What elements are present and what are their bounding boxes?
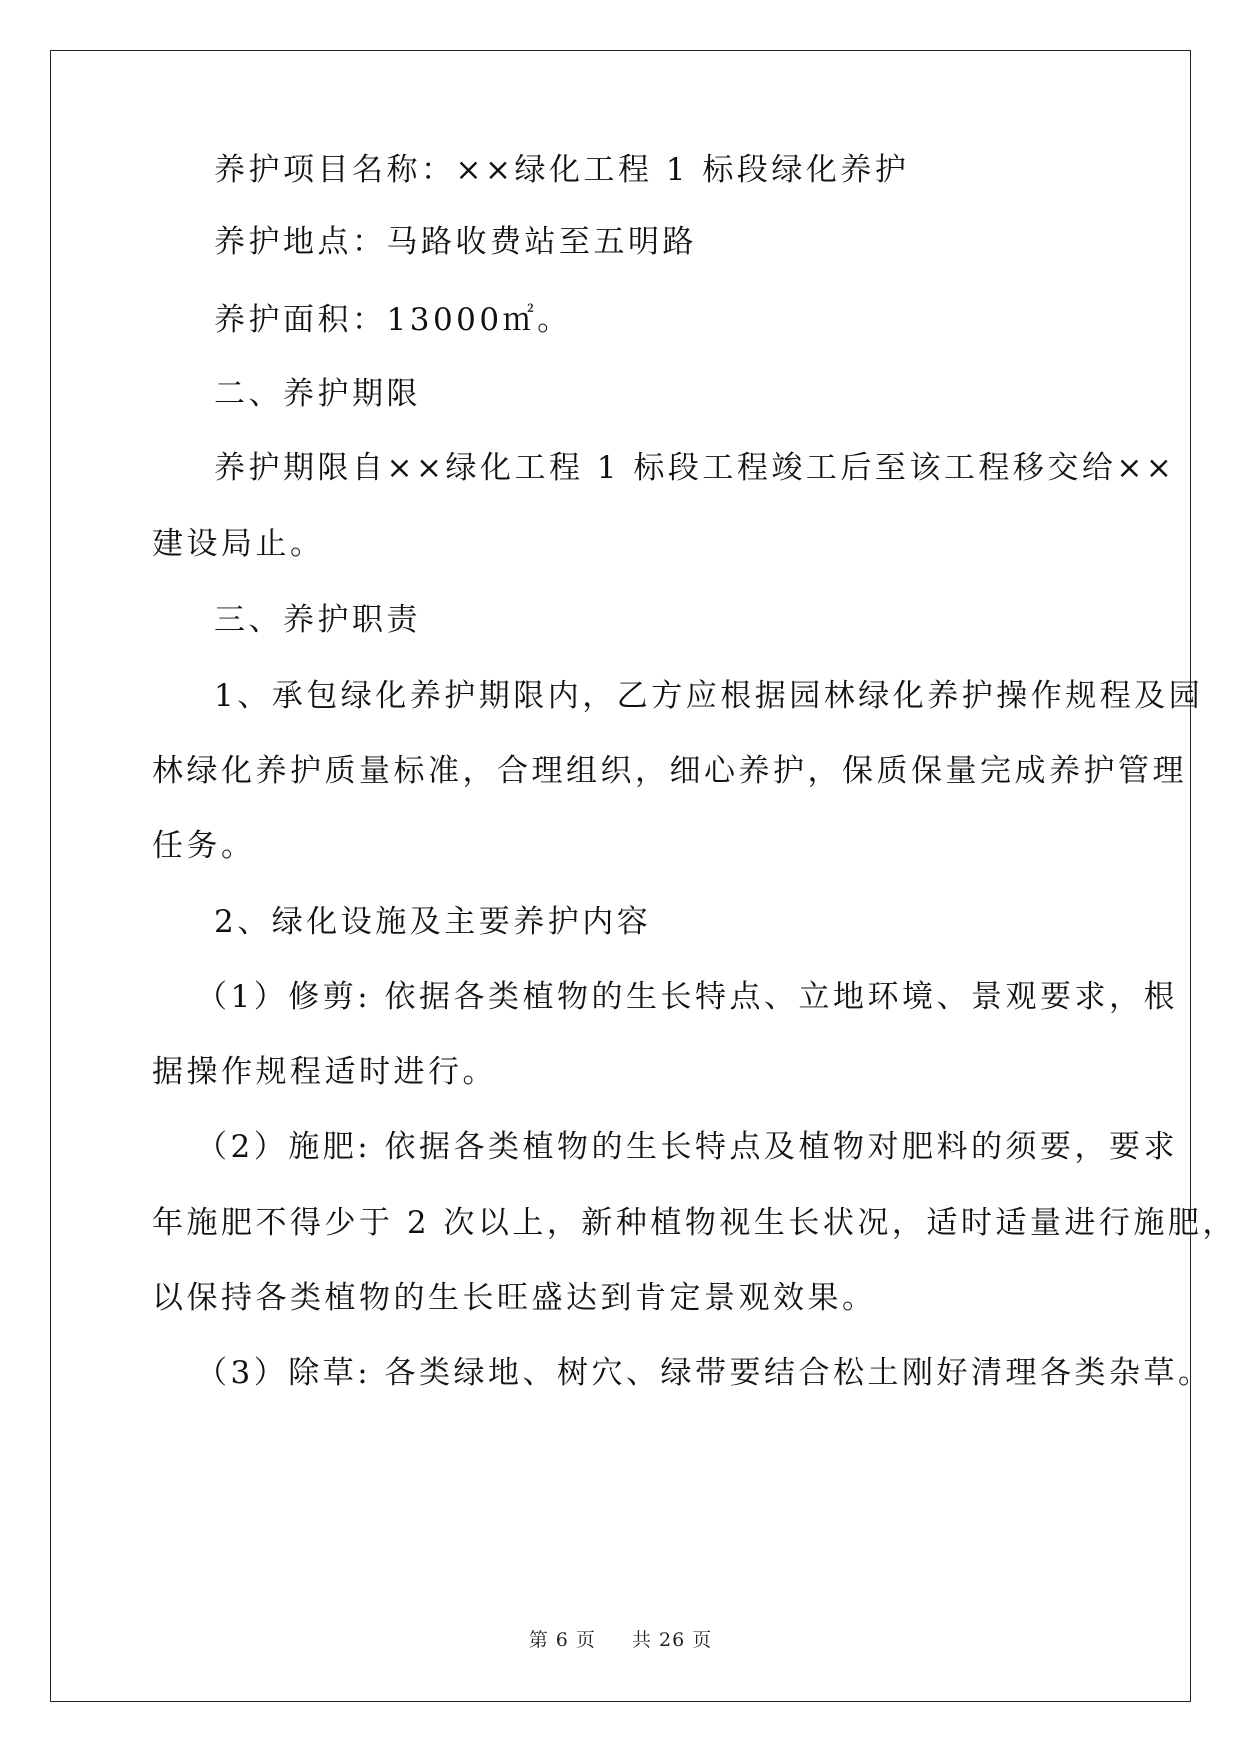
section-heading-duties: 三、养护职责 — [214, 602, 421, 638]
paragraph-line: 以保持各类植物的生长旺盛达到肯定景观效果。 — [152, 1280, 877, 1316]
paragraph-line: 据操作规程适时进行。 — [152, 1054, 497, 1090]
paragraph-line: 林绿化养护质量标准，合理组织，细心养护，保质保量完成养护管理 — [152, 753, 1187, 789]
paragraph-line: （3）除草: 各类绿地、树穴、绿带要结合松土刚好清理各类杂草。 — [196, 1355, 1213, 1391]
project-name-line: 养护项目名称：××绿化工程 1 标段绿化养护 — [214, 152, 910, 188]
section-heading-period: 二、养护期限 — [214, 376, 421, 412]
page-border — [50, 50, 1191, 1702]
paragraph-line: 建设局止。 — [152, 526, 325, 562]
paragraph-line: （1）修剪: 依据各类植物的生长特点、立地环境、景观要求，根 — [196, 979, 1179, 1015]
paragraph-line: （2）施肥: 依据各类植物的生长特点及植物对肥料的须要，要求 — [196, 1129, 1179, 1165]
total-pages: 共 26 页 — [632, 1629, 713, 1651]
page-number: 第 6 页 — [528, 1629, 596, 1651]
paragraph-line: 养护期限自××绿化工程 1 标段工程竣工后至该工程移交给×× — [214, 450, 1176, 486]
subheading-line: 2、绿化设施及主要养护内容 — [214, 904, 652, 940]
location-line: 养护地点：马路收费站至五明路 — [214, 224, 697, 260]
page-footer — [0, 1628, 1241, 1652]
paragraph-line: 任务。 — [152, 828, 256, 864]
paragraph-line: 年施肥不得少于 2 次以上，新种植物视生长状况，适时适量进行施肥， — [152, 1205, 1237, 1241]
paragraph-line: 1、承包绿化养护期限内，乙方应根据园林绿化养护操作规程及园 — [214, 678, 1204, 714]
area-line: 养护面积：13000㎡。 — [214, 302, 572, 338]
